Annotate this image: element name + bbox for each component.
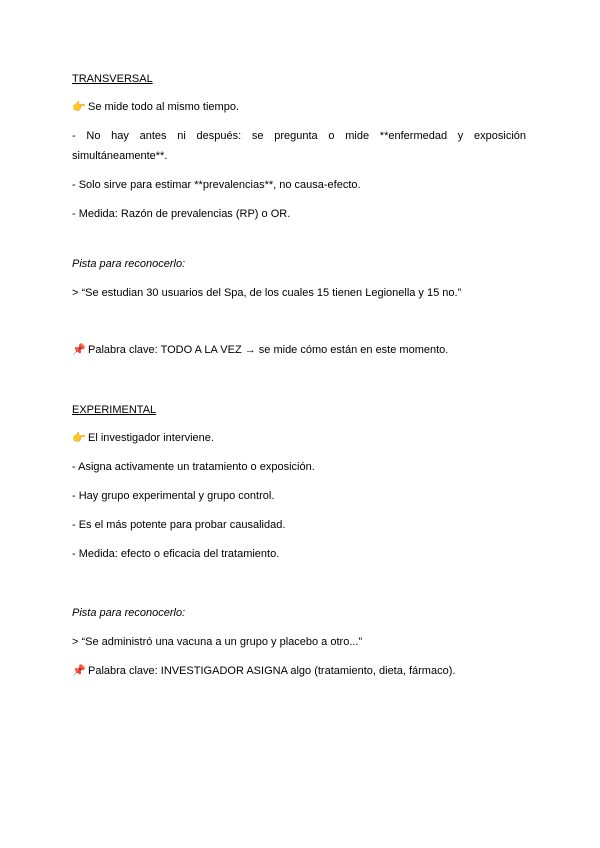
pushpin-icon: 📌 bbox=[72, 344, 86, 356]
section-lead bbox=[72, 431, 214, 445]
hint-label: Pista para reconocerlo: bbox=[72, 258, 186, 270]
point-line: - Solo sirve para estimar **prevalencias**, no causa-efecto. bbox=[72, 179, 361, 191]
keyword-line bbox=[72, 664, 455, 678]
pointing-hand-icon: 👉 bbox=[72, 432, 86, 444]
section-lead bbox=[72, 100, 239, 114]
keyword-line bbox=[72, 343, 448, 357]
keyword-text: Palabra clave: INVESTIGADOR ASIGNA algo (tratamiento, dieta, fármaco). bbox=[88, 665, 456, 677]
hint-text: > “Se estudian 30 usuarios del Spa, de los cuales 15 tienen Legionella y 15 no.” bbox=[72, 287, 462, 299]
pointing-hand-icon: 👉 bbox=[72, 101, 86, 113]
point-line: - No hay antes ni después: se pregunta o mide **enfermedad y exposición bbox=[72, 130, 526, 142]
section-heading-experimental: EXPERIMENTAL bbox=[72, 404, 157, 416]
pushpin-icon: 📌 bbox=[72, 665, 86, 677]
point-line: - Medida: efecto o eficacia del tratamiento. bbox=[72, 548, 280, 560]
hint-text: > “Se administró una vacuna a un grupo y placebo a otro...” bbox=[72, 636, 363, 648]
point-line: - Asigna activamente un tratamiento o exposición. bbox=[72, 461, 315, 473]
keyword-text: Palabra clave: TODO A LA VEZ → se mide cómo están en este momento. bbox=[88, 344, 449, 356]
point-line: simultáneamente**. bbox=[72, 150, 168, 162]
point-line: - Medida: Razón de prevalencias (RP) o OR. bbox=[72, 208, 291, 220]
hint-label: Pista para reconocerlo: bbox=[72, 607, 186, 619]
section-heading-transversal: TRANSVERSAL bbox=[72, 73, 153, 85]
lead-text: Se mide todo al mismo tiempo. bbox=[88, 101, 240, 113]
lead-text: El investigador interviene. bbox=[88, 432, 214, 444]
point-line: - Hay grupo experimental y grupo control. bbox=[72, 490, 275, 502]
point-line: - Es el más potente para probar causalidad. bbox=[72, 519, 286, 531]
